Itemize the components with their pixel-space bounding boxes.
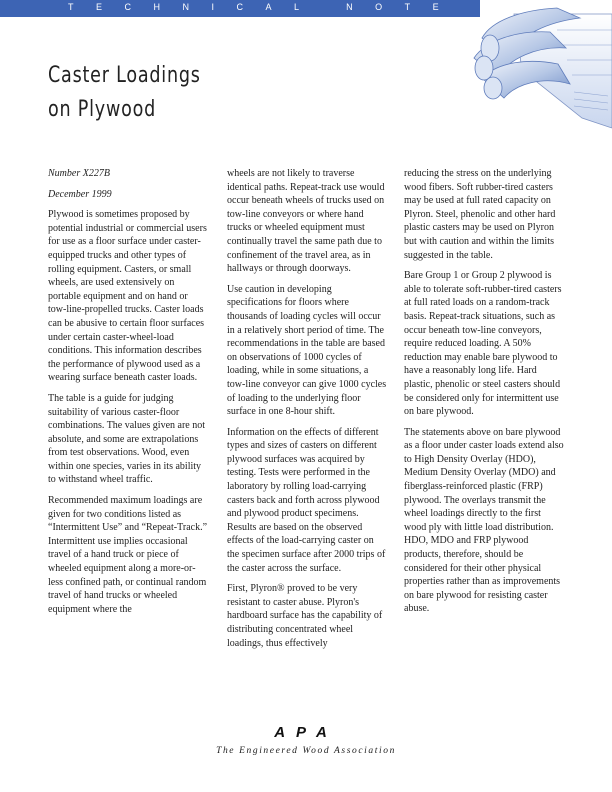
paragraph-overlays: The statements above on bare plywood as a floor under caster loads extend also to High Density Overlay (HDO), Medium Density Overlay (MDO) and fiberglass-reinforced plastic (FRP) plywood. The overlays transmit the wheel loadings directly to the first wood ply with little load distribution. HDO, MDO and FRP plywood products, therefore, should be considered for their other physical properties rather than as improvements on bare plywood for resisting caster abuse. [404, 426, 564, 615]
technical-note-banner [0, 0, 480, 17]
paragraph-testing: Information on the effects of different types and sizes of casters on different plywood surfaces was acquired by testing. Tests were performed in the laboratory by rolling load-carrying casters back and forth across plywood and plywood product specimens. Results are based on the observed effects of the load-carrying caster on the specimen surface after 2000 trips of the caster across the surface. [227, 426, 386, 574]
title-line-2: on Plywood [48, 96, 157, 122]
text-column-2 [227, 167, 387, 657]
text-column-1 [48, 167, 208, 623]
paragraph-bare-plywood: Bare Group 1 or Group 2 plywood is able to tolerate soft-rubber-tired casters at full rated loads on a random-track basis. Repeat-track situations, such as occur beneath tow-line conveyors, require reduced loading. A 50% reduction may enable bare plywood to have a reasonably long life. Hard plastic, phenolic or steel casters should be considered only for intermittent use on bare plywood. [404, 270, 562, 418]
apa-tagline: The Engineered Wood Association [216, 746, 396, 756]
paragraph-caution: Use caution in developing specifications for floors where thousands of loading cycles will occur in a relatively short period of time. The recommendations in the table are based on observations of 1000 cycles of loading, while in some situations, a tow-line conveyor can give 1000 cycles of loading to the underlying floor surface in one 8-hour shift. [227, 283, 387, 418]
paragraph-intro: Plywood is sometimes proposed by potential industrial or commercial users for use as a floor surface under caster-equipped trucks and other types of rolling equipment. Casters, or small wheels, are used extensively on portable equipment and on hand or tow-line-propelled trucks. Caster loads can be abusive to certain floor surfaces under certain caster-wheel-load conditions. This information describes the performance of plywood used as a wearing surface beneath caster loads. [48, 209, 207, 384]
paragraph-plyron: First, Plyron® proved to be very resistant to caster abuse. Plyron's hardboard surface has the capability of distributing concentrated wheel loadings, thus effectively [227, 583, 383, 649]
text-column-3 [404, 167, 564, 623]
apa-logo: APA [274, 724, 338, 741]
paragraph-table-guide: The table is a guide for judging suitability of various caster-floor combinations. The values given are not absolute, and some are extrapolations from test observations. Wood, even within one species, varies in its ability to withstand wheel traffic. [48, 392, 205, 486]
document-title [48, 58, 201, 126]
title-line-1: Caster Loadings [48, 62, 201, 88]
banner-label: TECHNICAL NOTE [68, 2, 462, 12]
paragraph-loadings: Recommended maximum loadings are given for two conditions listed as “Intermittent Use” and “Repeat-Track.” Intermittent use implies occasional travel of a hand truck or piece of wheeled equipment along a more-or-less confined path, or continual random travel of hand trucks or wheeled equipment where the [48, 495, 208, 615]
paragraph-loadings-continued: wheels are not likely to traverse identical paths. Repeat-track use would occur beneath wheels of trucks used on tow-line conveyors or where hand trucks or wheeled equipment must continually travel the same path due to confinement of the travel area, as in hallways or through doorways. [227, 168, 385, 275]
document-date: December 1999 [48, 188, 112, 200]
paragraph-plyron-continued: reducing the stress on the underlying wood fibers. Soft rubber-tired casters may be used at full rated capacity on Plyron. Steel, phenolic and other hard plastic casters may be used on Plyron but with caution and within the limits suggested in the table. [404, 168, 556, 261]
document-number: Number X227B [48, 168, 110, 179]
rolled-blueprints-illustration [462, 0, 612, 140]
